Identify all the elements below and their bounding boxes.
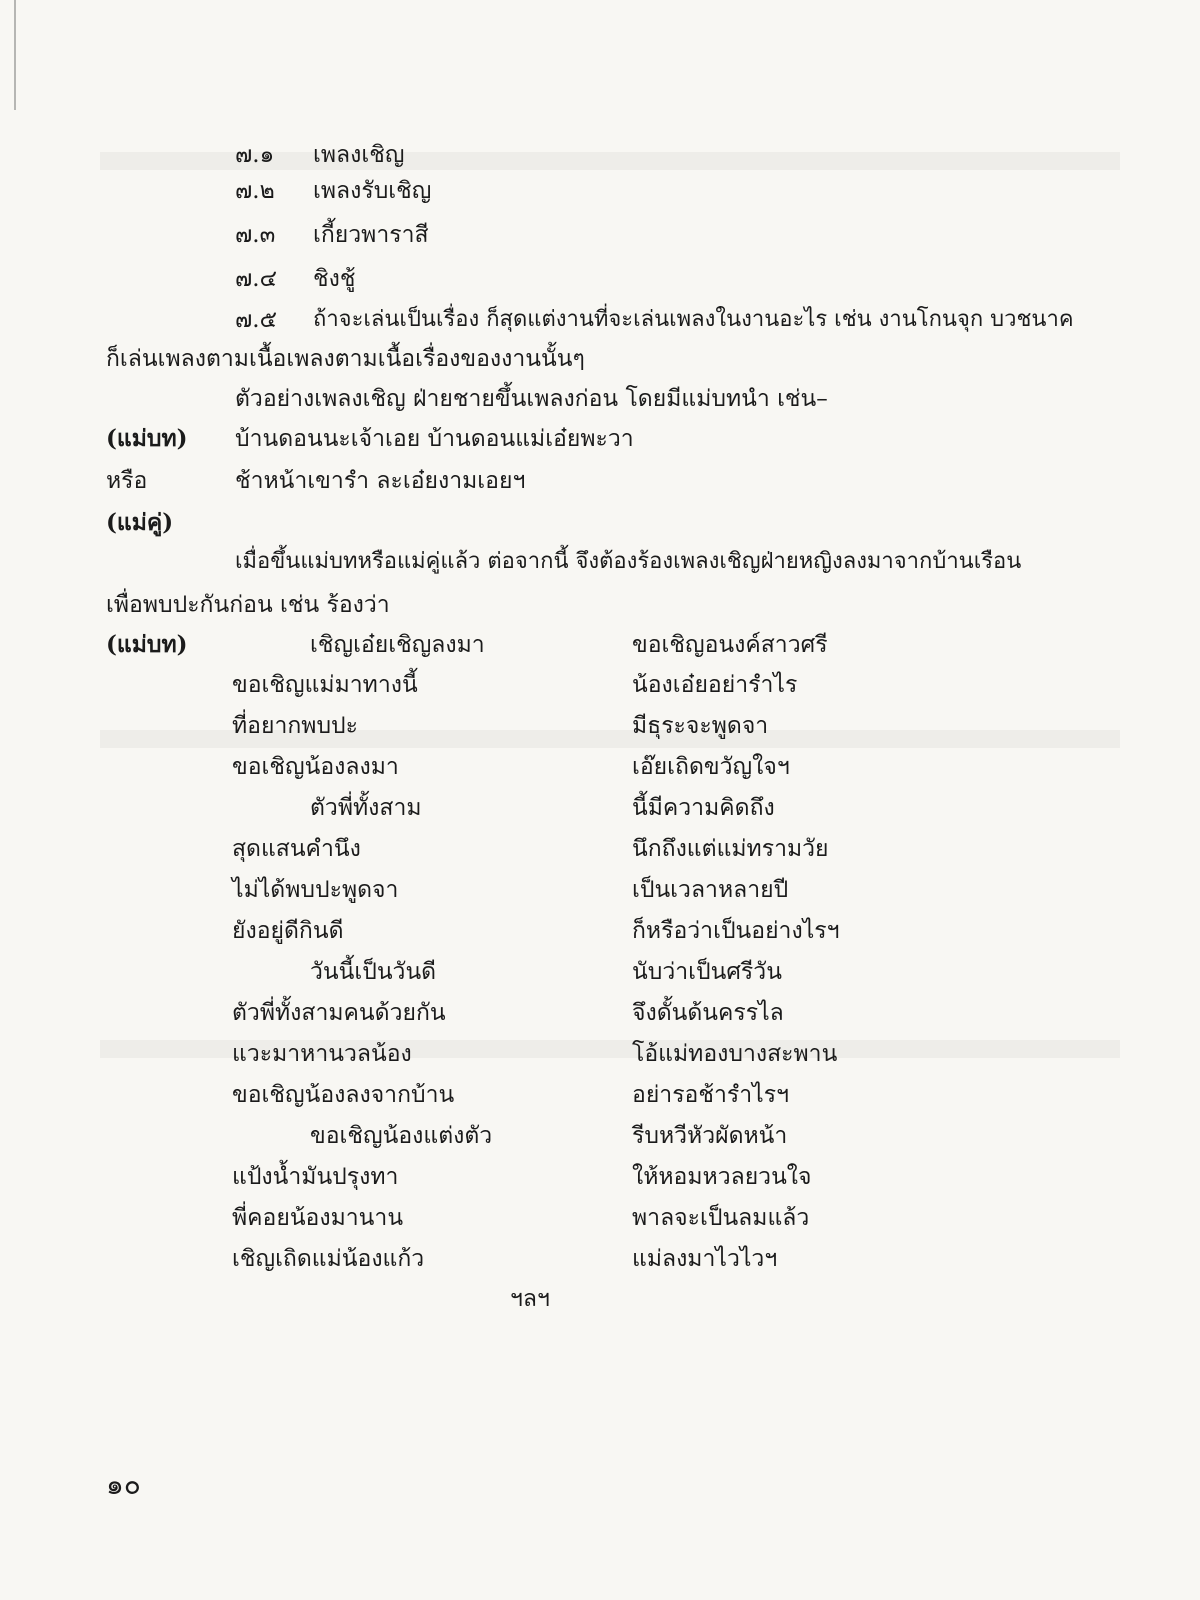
poem-line-left: เชิญเอ๋ยเชิญลงมา [310,632,485,658]
poem-line-right: พาลจะเป็นลมแล้ว [632,1205,810,1231]
poem-line-left: วันนี้เป็นวันดี [310,959,437,985]
page-number: ๑๐ [106,1468,141,1501]
item-number: ๗.๒ [235,178,275,204]
poem-line-right: นี้มีความคิดถึง [632,795,775,821]
poem-line-right: เป็นเวลาหลายปี [632,877,789,903]
poem-line-right: ให้หอมหวลยวนใจ [632,1164,812,1190]
binding-edge [0,0,16,110]
poem-line-left: ขอเชิญน้องแต่งตัว [310,1123,493,1149]
mae-bot-label: (แม่บท) [106,425,188,452]
poem-line-left: ตัวพี่ทั้งสาม [310,795,422,821]
paragraph-line: ก็เล่นเพลงตามเนื้อเพลงตามเนื้อเรื่องของงานนั้นๆ [106,346,585,372]
poem-line-right: รีบหวีหัวผัดหน้า [632,1123,788,1149]
poem-line-right: จึงดั้นด้นครรไล [632,1000,784,1026]
poem-line-right: นึกถึงแต่แม่ทรามวัย [632,836,829,862]
poem-line-left: ไม่ได้พบปะพูดจา [232,877,399,903]
poem-line-right: โอ้แม่ทองบางสะพาน [632,1041,838,1067]
paragraph-line: ตัวอย่างเพลงเชิญ ฝ่ายชายขึ้นเพลงก่อน โดยมีแม่บทนำ เช่น– [235,386,828,412]
poem-line-left: ขอเชิญน้องลงจากบ้าน [232,1082,455,1108]
verse-line: ช้าหน้าเขารำ ละเอ๋ยงามเอยฯ [235,468,526,494]
poem-line-right: นับว่าเป็นศรีวัน [632,959,782,985]
poem-line-left: พี่คอยน้องมานาน [232,1205,404,1231]
poem-line-right: มีธุระจะพูดจา [632,713,769,739]
verse-line: บ้านดอนนะเจ้าเอย บ้านดอนแม่เอ๋ยพะวา [235,426,634,452]
poem-line-left: ขอเชิญน้องลงมา [232,754,399,780]
poem-line-right: อย่ารอช้ารำไรฯ [632,1082,790,1108]
item-number: ๗.๕ [235,307,278,333]
item-text: เพลงเชิญ [313,142,405,168]
item-number: ๗.๔ [235,266,278,292]
poem-line-left: เชิญเถิดแม่น้องแก้ว [232,1246,425,1272]
poem-line-left: สุดแสนคำนึง [232,836,361,862]
poem-line-left: ตัวพี่ทั้งสามคนด้วยกัน [232,1000,446,1026]
paragraph-line: เมื่อขึ้นแม่บทหรือแม่คู่แล้ว ต่อจากนี้ จึงต้องร้องเพลงเชิญฝ่ายหญิงลงมาจากบ้านเรือน [235,549,1022,574]
or-label: หรือ [106,468,148,494]
item-text: เกี้ยวพาราสี [313,222,429,248]
poem-line-right: เอ๊ยเถิดขวัญใจฯ [632,754,790,780]
etc-mark: ฯลฯ [510,1286,550,1312]
poem-line-right: ก็หรือว่าเป็นอย่างไรฯ [632,918,840,944]
poem-line-left: ที่อยากพบปะ [232,713,359,739]
item-number: ๗.๓ [235,222,276,248]
poem-line-right: ขอเชิญอนงค์สาวศรี [632,632,828,658]
poem-line-left: ขอเชิญแม่มาทางนี้ [232,672,418,698]
item-text: ถ้าจะเล่นเป็นเรื่อง ก็สุดแต่งานที่จะเล่นเพลงในงานอะไร เช่น งานโกนจุก บวชนาค [313,307,1074,332]
mae-khu-label: (แม่คู่) [106,509,174,536]
poem-line-left: แวะมาหานวลน้อง [232,1041,412,1067]
poem-line-left: แป้งน้ำมันปรุงทา [232,1164,399,1190]
poem-line-right: น้องเอ๋ยอย่ารำไร [632,672,798,698]
poem-line-left: ยังอยู่ดีกินดี [232,918,344,944]
item-number: ๗.๑ [235,142,275,168]
paragraph-line: เพื่อพบปะกันก่อน เช่น ร้องว่า [106,592,390,618]
poem-label: (แม่บท) [106,631,188,658]
item-text: เพลงรับเชิญ [313,178,432,204]
poem-line-right: แม่ลงมาไวไวฯ [632,1246,778,1272]
item-text: ชิงชู้ [313,266,356,292]
